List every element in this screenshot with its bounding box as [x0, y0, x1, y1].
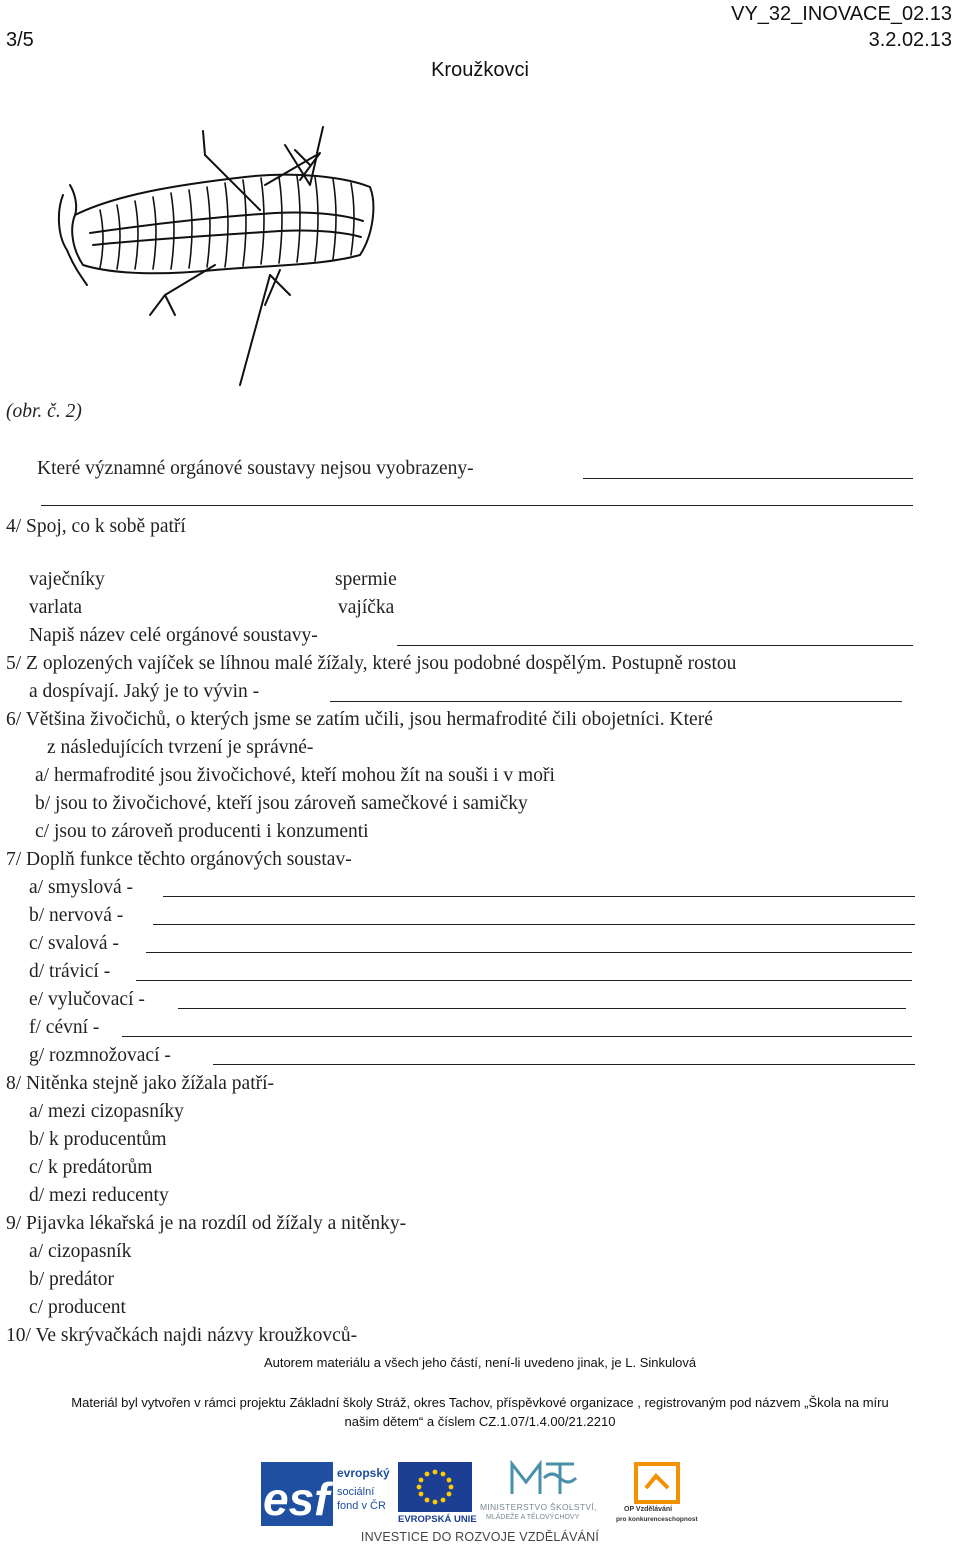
- question-8-option: a/ mezi cizopasníky: [29, 1101, 184, 1122]
- op-line2: pro konkurenceschopnost: [616, 1516, 698, 1523]
- answer-blank[interactable]: [397, 645, 913, 646]
- figure-caption: (obr. č. 2): [6, 401, 82, 422]
- msmt-line2: MLÁDEŽE A TĚLOVÝCHOVY: [486, 1514, 580, 1521]
- answer-blank[interactable]: [583, 478, 913, 479]
- earthworm-anatomy-drawing: [55, 125, 385, 390]
- page-number: 3/5: [6, 29, 34, 51]
- answer-blank[interactable]: [122, 1036, 912, 1037]
- author-note: Autorem materiálu a všech jeho částí, není-li uvedeno jinak, je L. Sinkulová: [263, 1355, 697, 1370]
- question-7-item: c/ svalová -: [29, 933, 119, 954]
- esf-logo-text: esf: [263, 1473, 330, 1525]
- msmt-mark-icon: [508, 1458, 578, 1498]
- question-9-option: a/ cizopasník: [29, 1241, 132, 1262]
- answer-blank[interactable]: [213, 1064, 915, 1065]
- question-10-title: 10/ Ve skrývačkách najdi názvy kroužkovců-: [6, 1325, 358, 1346]
- question-6-line2: z následujících tvrzení je správné-: [47, 737, 314, 758]
- question-8-option: c/ k predátorům: [29, 1157, 153, 1178]
- esf-logo-line1: evropský: [337, 1466, 390, 1480]
- op-line1: OP Vzdělávání: [624, 1506, 673, 1513]
- question-6-option: a/ hermafrodité jsou živočichové, kteří mohou žít na souši i v moři: [35, 765, 555, 786]
- question-9-option: c/ producent: [29, 1297, 126, 1318]
- eu-flag-logo: [398, 1462, 476, 1526]
- question-7-item: b/ nervová -: [29, 905, 124, 926]
- eu-flag-icon: [398, 1462, 472, 1512]
- project-note-line1: Materiál byl vytvořen v rámci projektu Základní školy Stráž, okres Tachov, příspěvkové organizace , registrovaným pod názvem „Škola na míru: [71, 1395, 889, 1410]
- esf-logo-line2: sociální: [337, 1486, 375, 1498]
- question-7-title: 7/ Doplň funkce těchto orgánových soustav-: [6, 849, 352, 870]
- page-title: Kroužkovci: [431, 59, 529, 81]
- msmt-line1: MINISTERSTVO ŠKOLSTVÍ,: [480, 1502, 597, 1512]
- esf-logo: [261, 1462, 391, 1526]
- answer-blank[interactable]: [153, 924, 915, 925]
- op-mark-icon: [634, 1462, 680, 1504]
- question-9-option: b/ predátor: [29, 1269, 115, 1290]
- question-9-title: 9/ Pijavka lékařská je na rozdíl od žížaly a nitěnky-: [6, 1213, 407, 1234]
- answer-blank[interactable]: [136, 980, 912, 981]
- question-7-item: f/ cévní -: [29, 1017, 100, 1038]
- answer-blank[interactable]: [146, 952, 912, 953]
- op-vzdelavani-logo: [616, 1462, 706, 1528]
- answer-blank[interactable]: [163, 896, 915, 897]
- match-left-item: varlata: [29, 597, 83, 618]
- answer-blank[interactable]: [330, 701, 902, 702]
- question-4-title: 4/ Spoj, co k sobě patří: [6, 516, 186, 537]
- question-7-item: e/ vylučovací -: [29, 989, 145, 1010]
- question-6-line1: 6/ Většina živočichů, o kterých jsme se zatím učili, jsou hermafrodité čili obojetníci. Které: [6, 709, 713, 730]
- question-7-item: d/ trávicí -: [29, 961, 111, 982]
- question-7-item: g/ rozmnožovací -: [29, 1045, 171, 1066]
- question-6-option: b/ jsou to živočichové, kteří jsou zároveň samečkové i samičky: [35, 793, 528, 814]
- msmt-logo: [480, 1458, 610, 1528]
- question-7-item: a/ smyslová -: [29, 877, 133, 898]
- match-right-item: spermie: [335, 569, 397, 590]
- match-left-item: vaječníky: [29, 569, 105, 590]
- document-subcode: 3.2.02.13: [868, 29, 952, 51]
- esf-logo-line3: fond v ČR: [337, 1500, 386, 1512]
- question-5-line2: a dospívají. Jaký je to vývin -: [29, 681, 260, 702]
- answer-blank[interactable]: [41, 505, 913, 506]
- project-note-line2: našim dětem“ a číslem CZ.1.07/1.4.00/21.2210: [344, 1414, 616, 1429]
- investice-tagline: INVESTICE DO ROZVOJE VZDĚLÁVÁNÍ: [360, 1530, 600, 1544]
- question-5-line1: 5/ Z oplozených vajíček se líhnou malé žížaly, které jsou podobné dospělým. Postupně rostou: [6, 653, 737, 674]
- question-6-option: c/ jsou to zároveň producenti i konzumenti: [35, 821, 369, 842]
- question-4-name-prompt: Napiš název celé orgánové soustavy-: [29, 625, 318, 646]
- document-code: VY_32_INOVACE_02.13: [731, 3, 952, 25]
- eu-label: EVROPSKÁ UNIE: [398, 1514, 477, 1525]
- question-missing-organs: Které významné orgánové soustavy nejsou vyobrazeny-: [37, 458, 474, 479]
- question-8-option: b/ k producentům: [29, 1129, 167, 1150]
- answer-blank[interactable]: [178, 1008, 906, 1009]
- question-8-title: 8/ Nitěnka stejně jako žížala patří-: [6, 1073, 275, 1094]
- question-8-option: d/ mezi reducenty: [29, 1185, 169, 1206]
- match-right-item: vajíčka: [338, 597, 395, 618]
